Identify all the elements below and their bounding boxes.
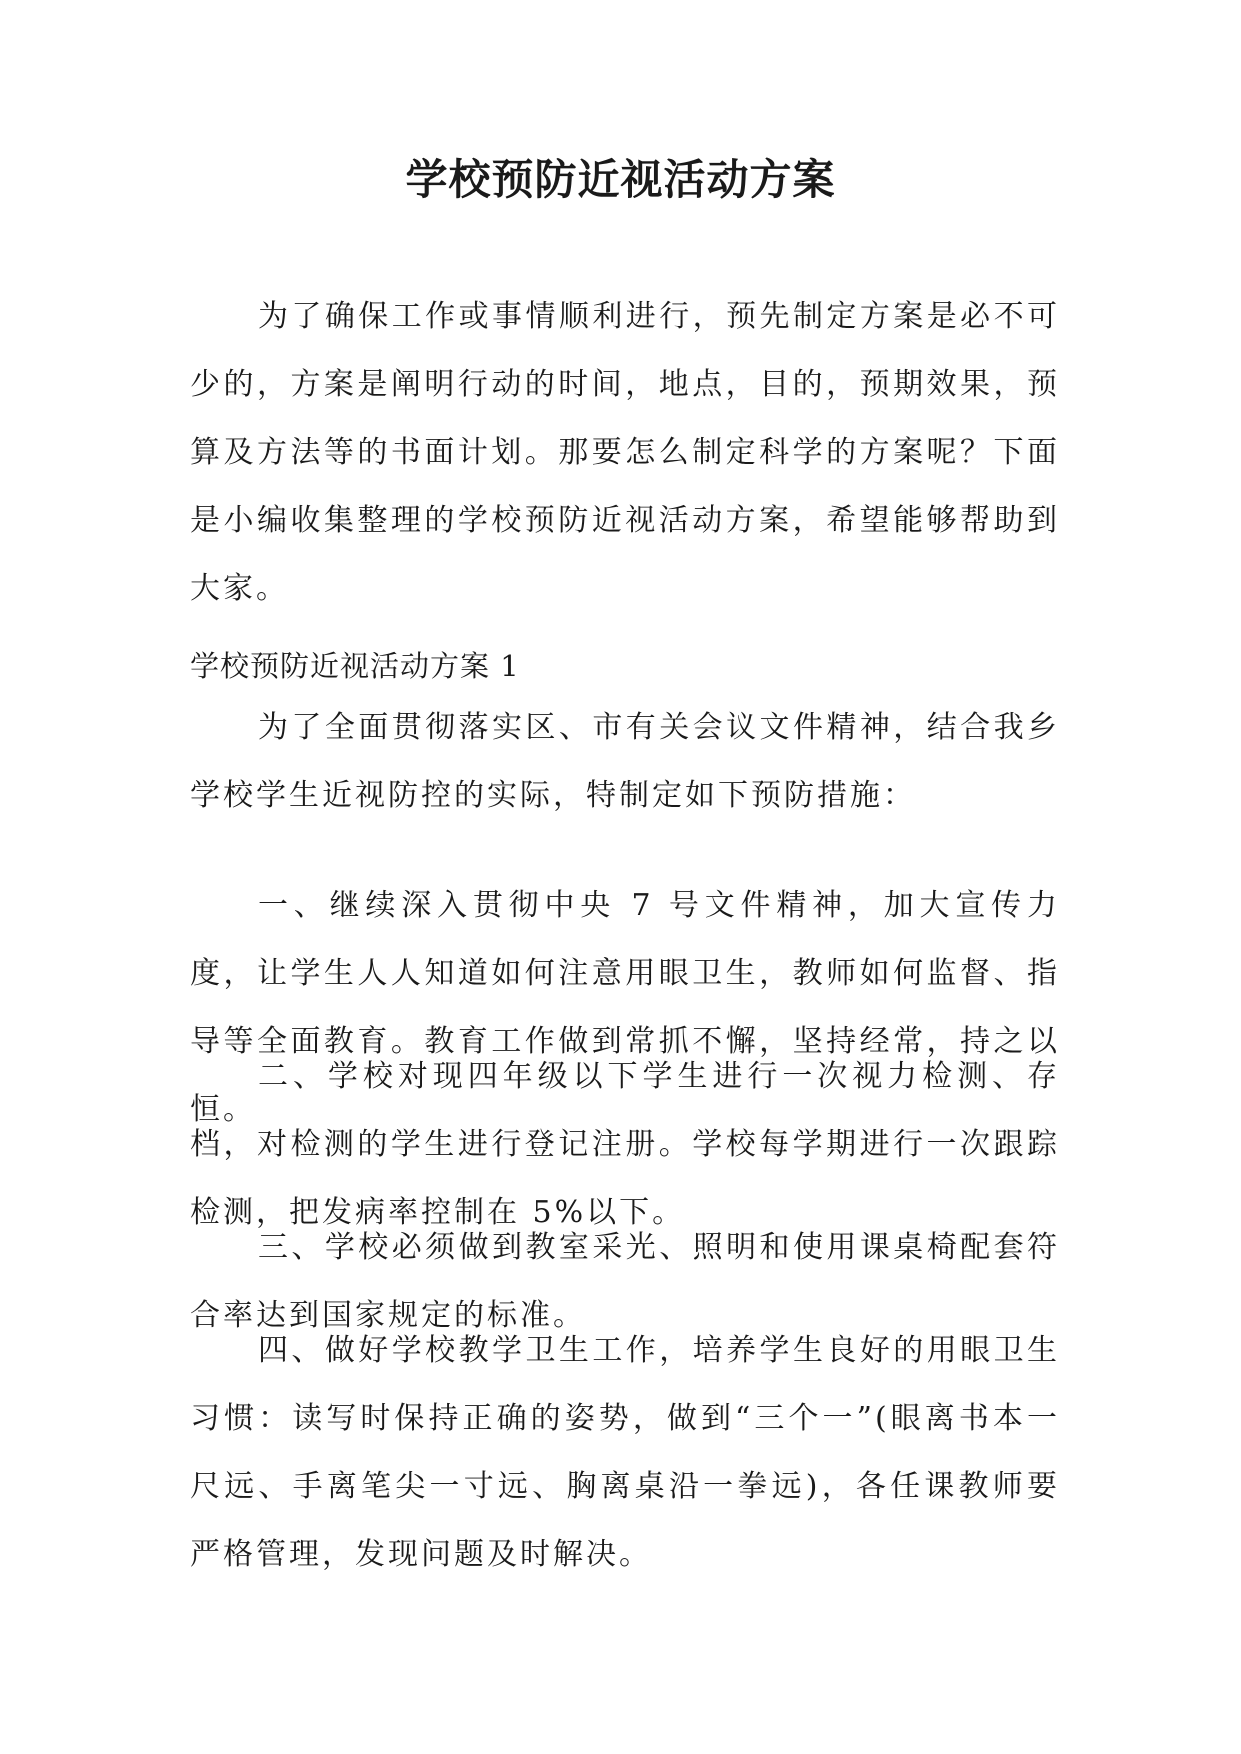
document-title: 学校预防近视活动方案	[405, 155, 836, 204]
section-heading-plan-1: 学校预防近视活动方案 1	[190, 649, 520, 683]
measure-item-3: 三、学校必须做到教室采光、照明和使用课桌椅配套符合率达到国家规定的标准。	[190, 1230, 1060, 1333]
intro-paragraph: 为了确保工作或事情顺利进行，预先制定方案是必不可少的，方案是阐明行动的时间，地点，目的，预期效果，预算及方法等的书面计划。那要怎么制定科学的方案呢？下面是小编收集整理的学校预防近视活动方案，希望能够帮助到大家。	[190, 299, 1060, 606]
measure-item-4: 四、做好学校教学卫生工作，培养学生良好的用眼卫生习惯：读写时保持正确的姿势，做到“三个一”(眼离书本一尺远、手离笔尖一寸远、胸离桌沿一拳远)，各任课教师要严格管理，发现问题及时解决。	[190, 1333, 1060, 1572]
section-intro-paragraph: 为了全面贯彻落实区、市有关会议文件精神，结合我乡学校学生近视防控的实际，特制定如下预防措施：	[190, 710, 1060, 813]
measure-item-1: 一、继续深入贯彻中央 7 号文件精神，加大宣传力度，让学生人人知道如何注意用眼卫生，教师如何监督、指导等全面教育。教育工作做到常抓不懈，坚持经常，持之以恒。	[190, 888, 1060, 1127]
measure-item-2: 二、学校对现四年级以下学生进行一次视力检测、存档，对检测的学生进行登记注册。学校每学期进行一次跟踪检测，把发病率控制在 5%以下。	[190, 1059, 1060, 1230]
